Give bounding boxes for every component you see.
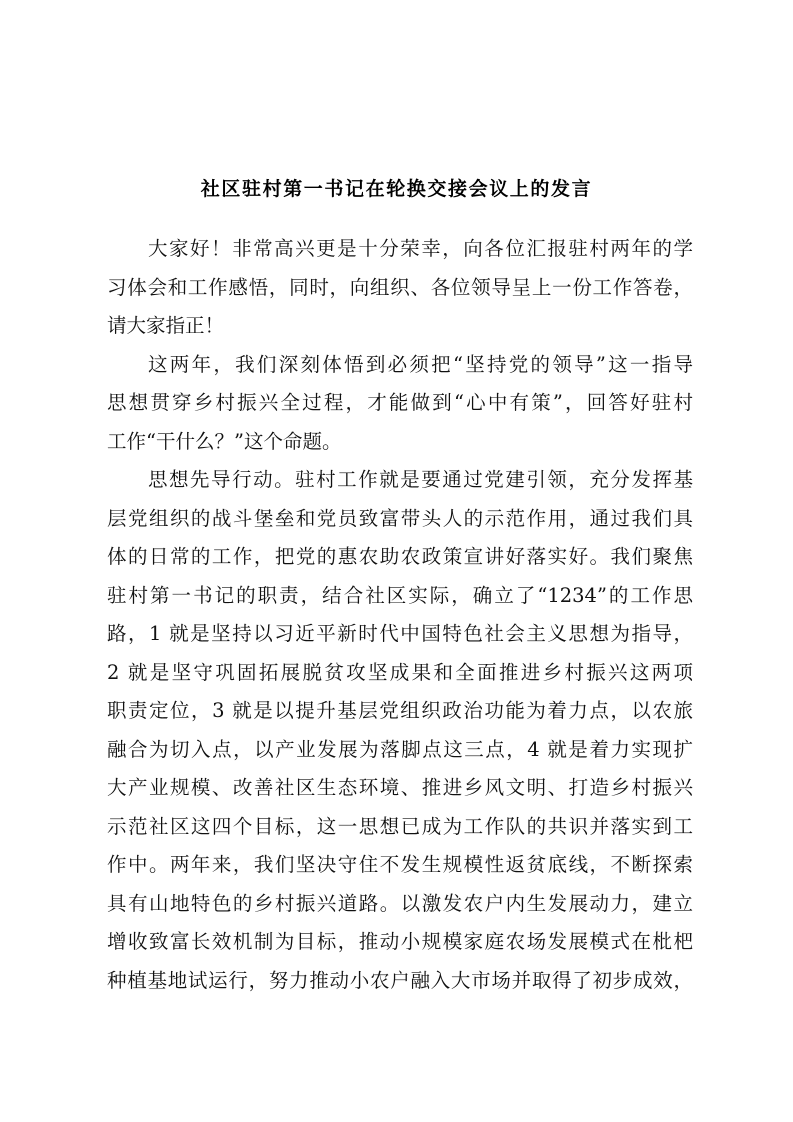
text-line: 大产业规模、改善社区生态环境、推进乡风文明、打造乡村振兴: [107, 776, 693, 799]
text-line: 习体会和工作感悟，同时，向组织、各位领导呈上一份工作答卷，: [107, 275, 693, 299]
text-line: 这两年，我们深刻体悟到必须把“坚持党的领导”这一指导: [148, 352, 693, 376]
text-line: 2 就是坚守巩固拓展脱贫攻坚成果和全面推进乡村振兴这两项: [107, 660, 693, 684]
paragraph: [107, 230, 693, 346]
document-body: [107, 230, 693, 1000]
text-line: 示范社区这四个目标，这一思想已成为工作队的共识并落实到工: [107, 814, 693, 838]
text-line: 思想贯穿乡村振兴全过程，才能做到“心中有策”，回答好驻村: [107, 391, 693, 414]
text-line: 请大家指正！: [107, 314, 225, 337]
text-line: 路，1 就是坚持以习近平新时代中国特色社会主义思想为指导，: [107, 622, 693, 645]
text-line: 驻村第一书记的职责，结合社区实际，确立了“1234”的工作思: [107, 583, 693, 607]
text-line: 工作“干什么？”这个命题。: [107, 429, 342, 453]
text-line: 思想先导行动。驻村工作就是要通过党建引领，充分发挥基: [148, 468, 693, 491]
text-line: 种植基地试运行，努力推动小农户融入大市场并取得了初步成效，: [107, 968, 693, 992]
text-line: 作中。两年来，我们坚决守住不发生规模性返贫底线，不断探索: [107, 853, 693, 876]
text-line: 具有山地特色的乡村振兴道路。以激发农户内生发展动力，建立: [107, 891, 693, 915]
paragraph: [107, 461, 693, 1000]
text-line: 职责定位，3 就是以提升基层党组织政治功能为着力点，以农旅: [107, 699, 693, 722]
text-line: 体的日常的工作，把党的惠农助农政策宣讲好落实好。我们聚焦: [107, 545, 693, 568]
document-title: 社区驻村第一书记在轮换交接会议上的发言: [200, 178, 593, 200]
text-line: 大家好！非常高兴更是十分荣幸，向各位汇报驻村两年的学: [148, 237, 693, 260]
text-line: 融合为切入点，以产业发展为落脚点这三点，4 就是着力实现扩: [107, 737, 693, 761]
text-line: 增收致富长效机制为目标，推动小规模家庭农场发展模式在枇杷: [107, 930, 693, 953]
text-line: 层党组织的战斗堡垒和党员致富带头人的示范作用，通过我们具: [107, 506, 693, 530]
paragraph: [107, 346, 693, 462]
